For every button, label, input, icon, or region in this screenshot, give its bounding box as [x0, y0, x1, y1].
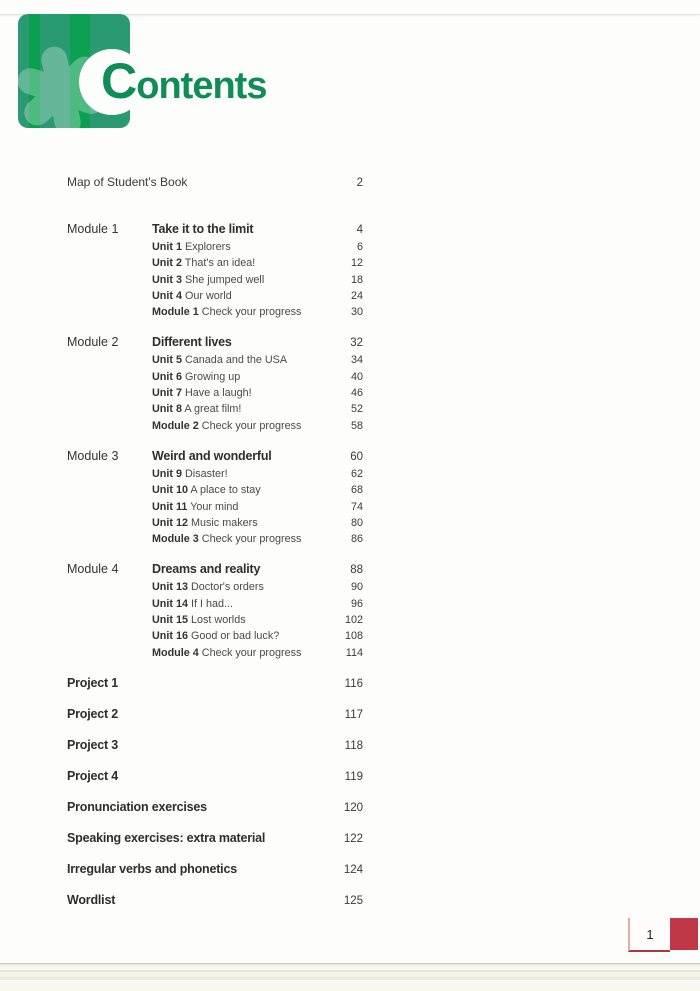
unit-row — [67, 255, 363, 271]
unit-row — [67, 628, 363, 644]
unit-page: 86 — [350, 533, 363, 546]
unit-row — [67, 385, 363, 401]
page-number: 1 — [646, 926, 654, 942]
unit-label: Unit 13 — [152, 581, 188, 594]
section-page: 122 — [343, 832, 363, 845]
section-label: Project 4 — [67, 768, 119, 783]
unit-text: Module 4 Check your progress — [152, 646, 302, 659]
unit-page: 102 — [344, 614, 363, 627]
unit-row — [67, 579, 363, 595]
toc-entry-label: Map of Student's Book — [67, 175, 188, 189]
toc-section-row — [67, 675, 363, 693]
unit-label: Unit 12 — [152, 516, 188, 529]
module-title: Take it to the limit — [152, 222, 254, 236]
unit-page: 12 — [350, 257, 363, 270]
unit-text: Unit 12 Music makers — [152, 516, 258, 529]
unit-label: Unit 8 — [152, 403, 182, 416]
unit-page: 80 — [350, 516, 363, 529]
module-title: Dreams and reality — [152, 562, 261, 577]
unit-label: Unit 7 — [152, 387, 182, 400]
unit-row — [67, 531, 363, 547]
unit-text: Unit 8 A great film! — [152, 403, 242, 416]
section-page: 125 — [343, 894, 363, 907]
unit-text: Unit 14 If I had... — [152, 597, 234, 610]
unit-page: 6 — [356, 241, 363, 253]
unit-text: Unit 11 Your mind — [152, 500, 239, 513]
unit-text: Module 3 Check your progress — [152, 533, 302, 546]
unit-row — [67, 401, 363, 417]
unit-page: 62 — [350, 467, 363, 480]
module-title: Different lives — [152, 335, 232, 350]
unit-label: Unit 5 — [152, 354, 182, 367]
section-label: Project 2 — [67, 706, 119, 721]
unit-label: Unit 3 — [152, 273, 182, 286]
toc-section-row — [67, 768, 363, 786]
unit-label: Unit 6 — [152, 370, 182, 383]
toc-section-row — [67, 830, 363, 848]
toc-map-row — [67, 174, 363, 191]
page-number-tab — [628, 918, 670, 952]
unit-page: 74 — [350, 500, 363, 513]
section-label: Pronunciation exercises — [67, 799, 207, 814]
unit-row — [67, 596, 363, 612]
module-page: 88 — [350, 564, 363, 577]
unit-row — [67, 482, 363, 498]
toc-section-row — [67, 706, 363, 724]
unit-label: Unit 14 — [152, 597, 188, 610]
toc-entry-page: 2 — [356, 177, 363, 189]
unit-text: Unit 2 That's an idea! — [152, 257, 256, 270]
section-page: 118 — [344, 739, 363, 752]
unit-page: 34 — [350, 354, 363, 367]
unit-label: Unit 15 — [152, 614, 188, 627]
unit-label: Unit 11 — [152, 500, 188, 513]
unit-row — [67, 466, 363, 482]
unit-label: Unit 10 — [152, 484, 188, 497]
unit-text: Unit 15 Lost worlds — [152, 614, 246, 627]
unit-label: Module 3 — [152, 533, 199, 546]
unit-label: Unit 1 — [152, 241, 182, 253]
unit-text: Unit 13 Doctor's orders — [152, 581, 264, 594]
module-label: Module 2 — [67, 335, 119, 350]
unit-page: 52 — [350, 403, 363, 416]
unit-row — [67, 499, 363, 515]
unit-label: Module 1 — [152, 306, 199, 319]
unit-page: 108 — [344, 630, 363, 643]
module-title: Weird and wonderful — [152, 448, 272, 463]
unit-row — [67, 239, 363, 255]
section-page: 119 — [344, 770, 363, 783]
page-title: Contents — [101, 53, 267, 109]
unit-text: Unit 7 Have a laugh! — [152, 387, 252, 400]
unit-text: Module 2 Check your progress — [152, 419, 302, 432]
module-header-row — [67, 334, 363, 352]
unit-label: Unit 4 — [152, 289, 182, 302]
module-header-row — [67, 448, 363, 466]
module-header-row — [67, 561, 363, 579]
page-corner-accent — [670, 918, 698, 950]
unit-page: 68 — [350, 484, 363, 497]
module-page: 60 — [350, 450, 363, 463]
unit-label: Unit 2 — [152, 257, 182, 270]
unit-text: Unit 1 Explorers — [152, 241, 231, 253]
module-label: Module 4 — [67, 562, 119, 577]
toc-section-row — [67, 892, 363, 910]
section-page: 124 — [343, 863, 363, 876]
unit-row — [67, 304, 363, 320]
module-label: Module 3 — [67, 448, 119, 463]
unit-text: Unit 10 A place to stay — [152, 484, 261, 497]
module-page: 32 — [350, 337, 363, 350]
section-page: 116 — [344, 677, 363, 690]
section-label: Speaking exercises: extra material — [67, 830, 266, 845]
unit-row — [67, 612, 363, 628]
page-stack-edge — [0, 963, 700, 991]
unit-row — [67, 645, 363, 661]
unit-row — [67, 418, 363, 434]
section-page: 117 — [344, 708, 363, 721]
unit-row — [67, 515, 363, 531]
unit-label: Module 4 — [152, 646, 199, 659]
unit-row — [67, 369, 363, 385]
module-label: Module 1 — [67, 222, 119, 236]
module-page: 4 — [356, 224, 363, 236]
section-label: Wordlist — [67, 892, 116, 907]
module-header-row — [67, 221, 363, 239]
toc-module — [67, 334, 363, 433]
unit-page: 18 — [350, 273, 363, 286]
table-of-contents — [67, 174, 363, 923]
unit-row — [67, 272, 363, 288]
unit-page: 58 — [350, 419, 363, 432]
unit-page: 40 — [350, 370, 363, 383]
toc-section-row — [67, 737, 363, 755]
section-page: 120 — [343, 801, 363, 814]
unit-page: 90 — [350, 581, 363, 594]
toc-section-row — [67, 861, 363, 879]
unit-text: Unit 4 Our world — [152, 289, 232, 302]
unit-page: 30 — [350, 306, 363, 319]
unit-text: Unit 5 Canada and the USA — [152, 354, 288, 367]
section-label: Project 3 — [67, 737, 119, 752]
toc-sections — [67, 675, 363, 910]
section-label: Project 1 — [67, 675, 119, 690]
unit-label: Unit 9 — [152, 467, 182, 480]
unit-page: 114 — [345, 646, 363, 659]
unit-text: Unit 9 Disaster! — [152, 467, 228, 480]
toc-module — [67, 221, 363, 320]
unit-page: 46 — [350, 387, 363, 400]
unit-label: Unit 16 — [152, 630, 188, 643]
unit-row — [67, 352, 363, 368]
toc-module — [67, 561, 363, 660]
section-label: Irregular verbs and phonetics — [67, 861, 237, 876]
unit-page: 96 — [350, 597, 363, 610]
toc-module — [67, 448, 363, 547]
unit-label: Module 2 — [152, 419, 199, 432]
unit-row — [67, 288, 363, 304]
toc-modules — [67, 221, 363, 661]
unit-page: 24 — [350, 289, 363, 302]
unit-text: Module 1 Check your progress — [152, 306, 302, 319]
unit-text: Unit 16 Good or bad luck? — [152, 630, 280, 643]
unit-text: Unit 3 She jumped well — [152, 273, 265, 286]
toc-section-row — [67, 799, 363, 817]
unit-text: Unit 6 Growing up — [152, 370, 241, 383]
